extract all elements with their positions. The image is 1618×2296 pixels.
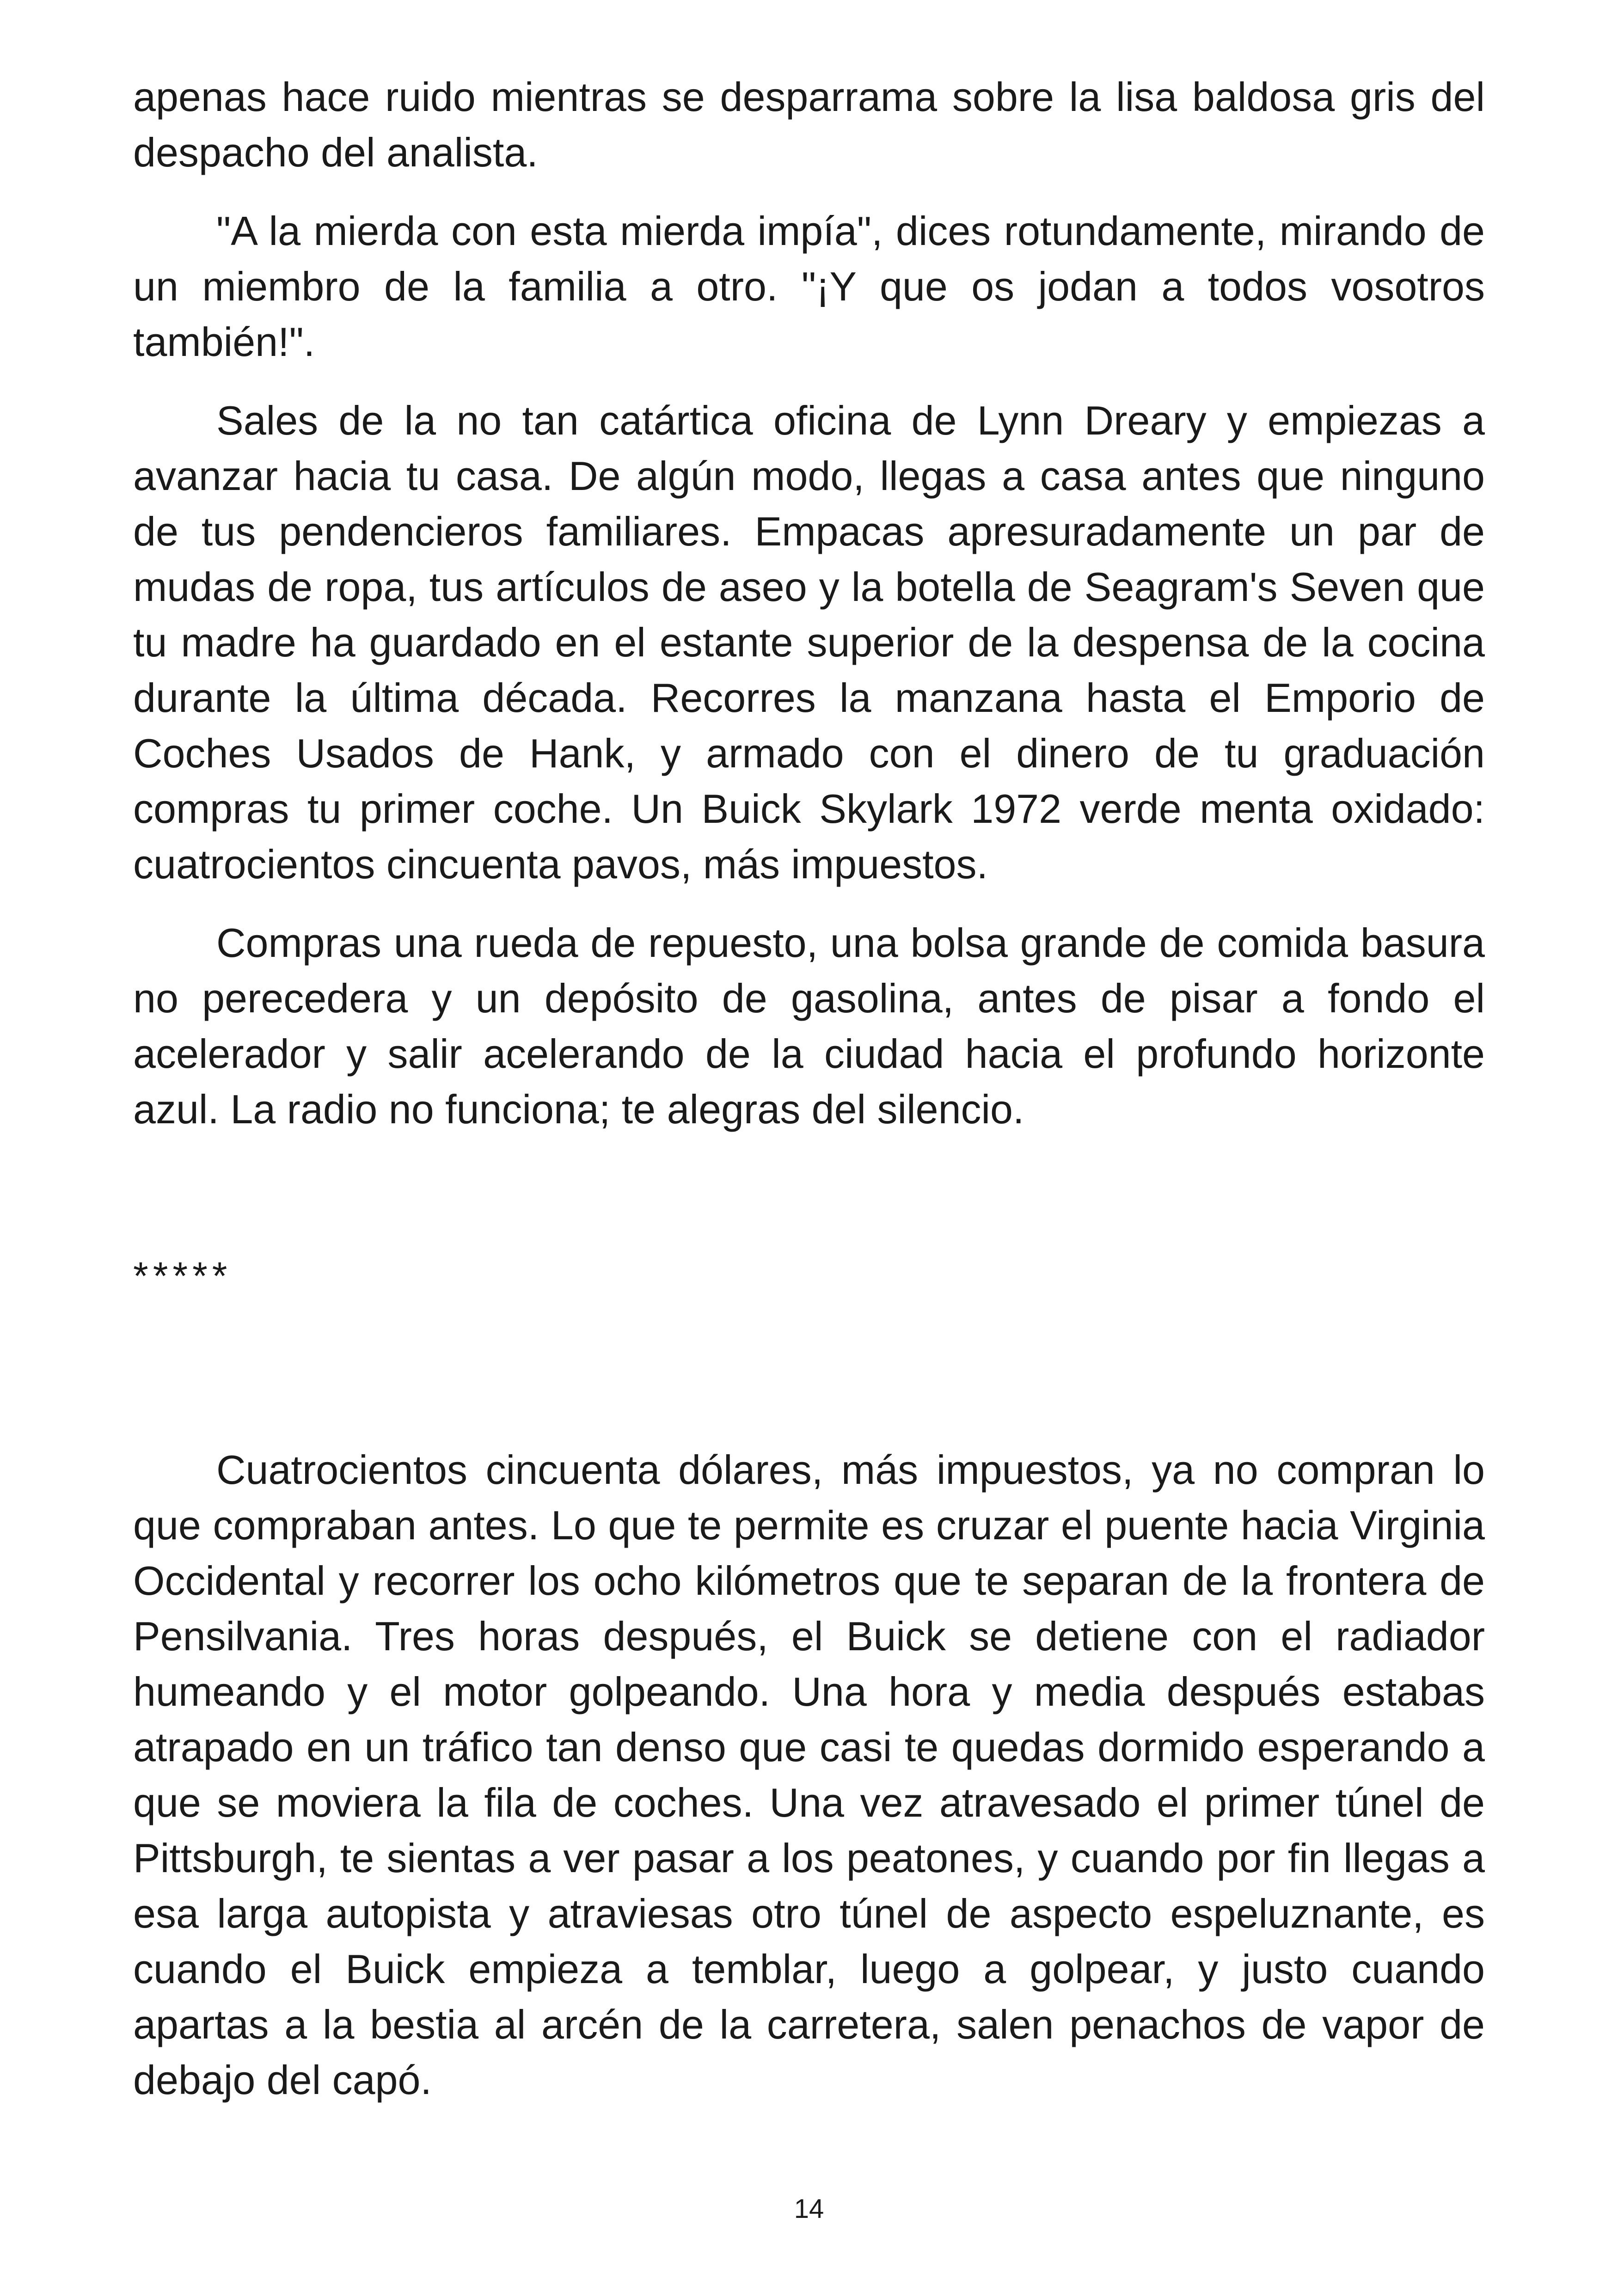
paragraph-departure: Compras una rueda de repuesto, una bolsa grande de comida basura no perecedera y un depósito de gasolina, antes de pisar a fondo el acelerador y salir acelerando de la ciudad hacia el profundo horizonte azul. La radio no funciona; te alegras del silencio. [133,920,1485,1132]
page-body [133,69,1485,2131]
paragraph-leaving-office: Sales de la no tan catártica oficina de Lynn Dreary y empiezas a avanzar hacia tu casa. De algún modo, llegas a casa antes que ninguno de tus pendencieros familiares. Empacas apresuradamente un par de mudas de ropa, tus artículos de aseo y la botella de Seagram's Seven que tu madre ha guardado en el estante superior de la despensa de la cocina durante la última década. Recorres la manzana hasta el Emporio de Coches Usados de Hank, y armado con el dinero de tu graduación compras tu primer coche. Un Buick Skylark 1972 verde menta oxidado: cuatrocientos cincuenta pavos, más impuestos. [133,398,1485,887]
paragraph-dialogue: "A la mierda con esta mierda impía", dices rotundamente, mirando de un miembro de la familia a otro. "¡Y que os jodan a todos vosotros también!". [133,208,1485,365]
page-number: 14 [794,2194,824,2224]
section-separator: ***** [133,1254,232,1298]
paragraph-journey: Cuatrocientos cincuenta dólares, más impuestos, ya no compran lo que compraban antes. Lo que te permite es cruzar el puente hacia Virginia Occidental y recorrer los ocho kilómetros que te separan de la frontera de Pensilvania. Tres horas después, el Buick se detiene con el radiador humeando y el motor golpeando. Una hora y media después estabas atrapado en un tráfico tan denso que casi te quedas dormido esperando a que se moviera la fila de coches. Una vez atravesado el primer túnel de Pittsburgh, te sientas a ver pasar a los peatones, y cuando por fin llegas a esa larga autopista y atraviesas otro túnel de aspecto espeluznante, es cuando el Buick empieza a temblar, luego a golpear, y justo cuando apartas a la bestia al arcén de la carretera, salen penachos de vapor de debajo del capó. [133,1447,1485,2103]
paragraph-continuation: apenas hace ruido mientras se desparrama sobre la lisa baldosa gris del despacho del analista. [133,74,1485,175]
